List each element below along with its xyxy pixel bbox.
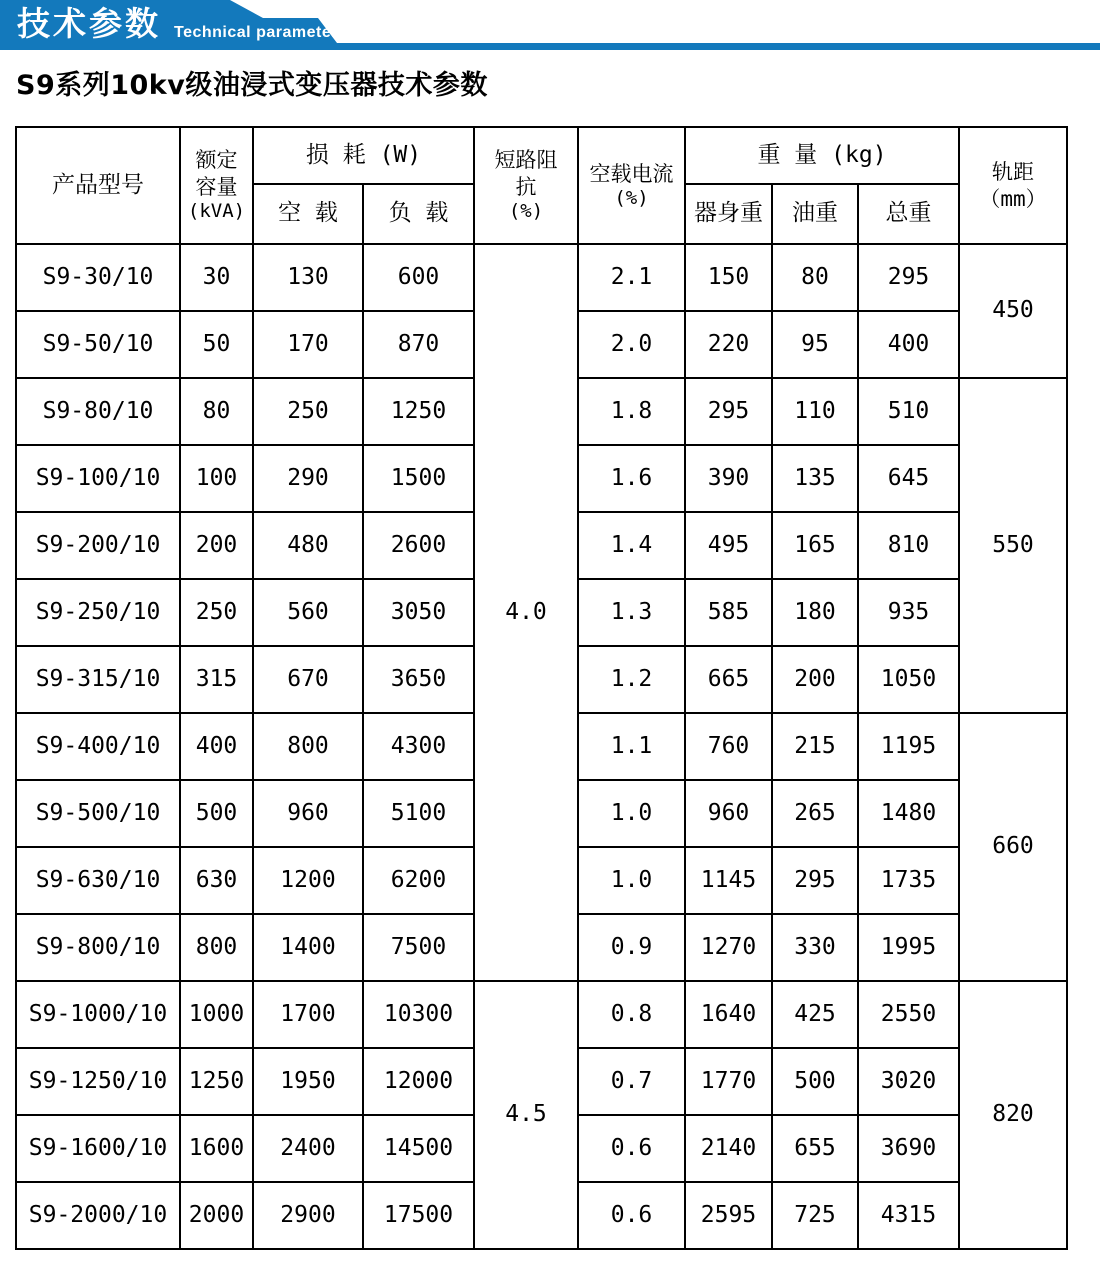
table-header-row-1 xyxy=(16,127,1067,184)
cell-no-load-loss: 560 xyxy=(253,579,363,646)
cell-total-weight: 1735 xyxy=(858,847,959,914)
header-rated-capacity-line: 额定 xyxy=(195,148,238,173)
cell-load-loss: 2600 xyxy=(363,512,474,579)
cell-no-load-current: 1.2 xyxy=(578,646,685,713)
cell-no-load-current: 1.6 xyxy=(578,445,685,512)
cell-oil-weight: 425 xyxy=(772,981,858,1048)
header-impedance xyxy=(474,127,578,244)
cell-oil-weight: 110 xyxy=(772,378,858,445)
header-product-model: 产品型号 xyxy=(16,127,180,244)
cell-no-load-loss: 1700 xyxy=(253,981,363,1048)
cell-oil-weight: 95 xyxy=(772,311,858,378)
cell-total-weight: 2550 xyxy=(858,981,959,1048)
cell-model: S9-1250/10 xyxy=(16,1048,180,1115)
banner xyxy=(0,0,1100,50)
cell-capacity: 100 xyxy=(180,445,253,512)
header-oil-weight: 油重 xyxy=(772,184,858,244)
cell-no-load-current: 0.6 xyxy=(578,1115,685,1182)
cell-no-load-current: 1.3 xyxy=(578,579,685,646)
cell-model: S9-800/10 xyxy=(16,914,180,981)
header-impedance-line: 短路阻 xyxy=(494,148,558,173)
cell-load-loss: 870 xyxy=(363,311,474,378)
cell-impedance: 4.5 xyxy=(474,981,578,1249)
header-gauge-line: 轨距 xyxy=(992,160,1034,185)
cell-no-load-loss: 2900 xyxy=(253,1182,363,1249)
cell-oil-weight: 215 xyxy=(772,713,858,780)
cell-body-weight: 1145 xyxy=(685,847,772,914)
cell-total-weight: 935 xyxy=(858,579,959,646)
cell-no-load-loss: 670 xyxy=(253,646,363,713)
cell-load-loss: 4300 xyxy=(363,713,474,780)
cell-total-weight: 400 xyxy=(858,311,959,378)
cell-no-load-current: 0.9 xyxy=(578,914,685,981)
cell-oil-weight: 330 xyxy=(772,914,858,981)
cell-body-weight: 1770 xyxy=(685,1048,772,1115)
cell-oil-weight: 180 xyxy=(772,579,858,646)
cell-model: S9-315/10 xyxy=(16,646,180,713)
banner-ribbon xyxy=(0,0,1100,50)
cell-body-weight: 665 xyxy=(685,646,772,713)
cell-body-weight: 390 xyxy=(685,445,772,512)
cell-no-load-loss: 130 xyxy=(253,244,363,311)
cell-capacity: 30 xyxy=(180,244,253,311)
header-gauge-unit: （mm） xyxy=(979,186,1047,211)
header-total-weight: 总重 xyxy=(858,184,959,244)
cell-oil-weight: 295 xyxy=(772,847,858,914)
cell-no-load-loss: 250 xyxy=(253,378,363,445)
cell-no-load-loss: 1200 xyxy=(253,847,363,914)
cell-no-load-loss: 1400 xyxy=(253,914,363,981)
cell-capacity: 800 xyxy=(180,914,253,981)
cell-no-load-loss: 960 xyxy=(253,780,363,847)
cell-model: S9-80/10 xyxy=(16,378,180,445)
table-row xyxy=(16,244,1067,311)
cell-capacity: 315 xyxy=(180,646,253,713)
cell-load-loss: 600 xyxy=(363,244,474,311)
cell-load-loss: 17500 xyxy=(363,1182,474,1249)
cell-total-weight: 295 xyxy=(858,244,959,311)
cell-no-load-current: 1.0 xyxy=(578,780,685,847)
cell-total-weight: 1050 xyxy=(858,646,959,713)
cell-body-weight: 585 xyxy=(685,579,772,646)
header-rated-capacity xyxy=(180,127,253,244)
cell-model: S9-250/10 xyxy=(16,579,180,646)
cell-body-weight: 1640 xyxy=(685,981,772,1048)
header-impedance-unit: (%) xyxy=(508,199,544,222)
header-on-load-loss: 负 载 xyxy=(363,184,474,244)
cell-capacity: 630 xyxy=(180,847,253,914)
cell-total-weight: 4315 xyxy=(858,1182,959,1249)
table-header xyxy=(16,127,1067,244)
cell-body-weight: 960 xyxy=(685,780,772,847)
banner-title-cn: 技术参数 xyxy=(17,4,161,43)
cell-oil-weight: 135 xyxy=(772,445,858,512)
header-no-load-current-unit: (%) xyxy=(614,186,649,209)
cell-model: S9-200/10 xyxy=(16,512,180,579)
cell-capacity: 250 xyxy=(180,579,253,646)
header-rated-capacity-unit: (kVA) xyxy=(187,199,246,222)
cell-model: S9-500/10 xyxy=(16,780,180,847)
cell-total-weight: 1995 xyxy=(858,914,959,981)
cell-oil-weight: 725 xyxy=(772,1182,858,1249)
cell-total-weight: 810 xyxy=(858,512,959,579)
cell-oil-weight: 265 xyxy=(772,780,858,847)
cell-no-load-loss: 1950 xyxy=(253,1048,363,1115)
cell-load-loss: 7500 xyxy=(363,914,474,981)
cell-capacity: 1000 xyxy=(180,981,253,1048)
cell-model: S9-630/10 xyxy=(16,847,180,914)
cell-total-weight: 510 xyxy=(858,378,959,445)
cell-body-weight: 2140 xyxy=(685,1115,772,1182)
cell-no-load-loss: 2400 xyxy=(253,1115,363,1182)
cell-load-loss: 1500 xyxy=(363,445,474,512)
cell-total-weight: 3690 xyxy=(858,1115,959,1182)
cell-no-load-current: 0.8 xyxy=(578,981,685,1048)
cell-body-weight: 495 xyxy=(685,512,772,579)
cell-total-weight: 645 xyxy=(858,445,959,512)
cell-body-weight: 2595 xyxy=(685,1182,772,1249)
cell-capacity: 400 xyxy=(180,713,253,780)
table-body xyxy=(16,244,1067,1249)
cell-no-load-current: 1.4 xyxy=(578,512,685,579)
table-row xyxy=(16,981,1067,1048)
cell-no-load-current: 0.6 xyxy=(578,1182,685,1249)
cell-load-loss: 3050 xyxy=(363,579,474,646)
cell-body-weight: 150 xyxy=(685,244,772,311)
cell-oil-weight: 165 xyxy=(772,512,858,579)
cell-oil-weight: 655 xyxy=(772,1115,858,1182)
cell-model: S9-400/10 xyxy=(16,713,180,780)
cell-capacity: 1600 xyxy=(180,1115,253,1182)
cell-capacity: 80 xyxy=(180,378,253,445)
cell-oil-weight: 500 xyxy=(772,1048,858,1115)
header-impedance-line: 抗 xyxy=(515,174,537,199)
cell-load-loss: 1250 xyxy=(363,378,474,445)
cell-no-load-current: 1.0 xyxy=(578,847,685,914)
cell-oil-weight: 80 xyxy=(772,244,858,311)
header-body-weight: 器身重 xyxy=(685,184,772,244)
cell-capacity: 200 xyxy=(180,512,253,579)
cell-total-weight: 1195 xyxy=(858,713,959,780)
cell-no-load-current: 2.1 xyxy=(578,244,685,311)
cell-gauge: 660 xyxy=(959,713,1067,981)
cell-model: S9-1000/10 xyxy=(16,981,180,1048)
cell-load-loss: 5100 xyxy=(363,780,474,847)
cell-model: S9-50/10 xyxy=(16,311,180,378)
cell-capacity: 2000 xyxy=(180,1182,253,1249)
header-no-load-current xyxy=(578,127,685,244)
header-rated-capacity-line: 容量 xyxy=(195,174,238,199)
cell-load-loss: 14500 xyxy=(363,1115,474,1182)
banner-title-en: Technical parameter xyxy=(174,24,338,41)
header-loss-group: 损 耗 (W) xyxy=(253,127,474,184)
cell-capacity: 1250 xyxy=(180,1048,253,1115)
header-no-load-current-line: 空载电流 xyxy=(589,161,674,186)
cell-no-load-current: 1.8 xyxy=(578,378,685,445)
cell-capacity: 500 xyxy=(180,780,253,847)
cell-model: S9-1600/10 xyxy=(16,1115,180,1182)
header-no-load-loss: 空 载 xyxy=(253,184,363,244)
cell-body-weight: 1270 xyxy=(685,914,772,981)
cell-no-load-current: 0.7 xyxy=(578,1048,685,1115)
header-weight-group: 重 量 (kg) xyxy=(685,127,959,184)
cell-body-weight: 760 xyxy=(685,713,772,780)
cell-gauge: 820 xyxy=(959,981,1067,1249)
cell-gauge: 550 xyxy=(959,378,1067,713)
page-title: S9系列10kv级油浸式变压器技术参数 xyxy=(16,70,488,101)
cell-no-load-loss: 800 xyxy=(253,713,363,780)
cell-oil-weight: 200 xyxy=(772,646,858,713)
cell-impedance: 4.0 xyxy=(474,244,578,981)
cell-model: S9-2000/10 xyxy=(16,1182,180,1249)
cell-body-weight: 295 xyxy=(685,378,772,445)
parameters-table xyxy=(15,126,1068,1250)
cell-load-loss: 3650 xyxy=(363,646,474,713)
cell-model: S9-30/10 xyxy=(16,244,180,311)
cell-load-loss: 10300 xyxy=(363,981,474,1048)
cell-model: S9-100/10 xyxy=(16,445,180,512)
cell-total-weight: 3020 xyxy=(858,1048,959,1115)
banner-ribbon-shape xyxy=(0,0,1100,50)
cell-body-weight: 220 xyxy=(685,311,772,378)
cell-load-loss: 12000 xyxy=(363,1048,474,1115)
cell-gauge: 450 xyxy=(959,244,1067,378)
cell-total-weight: 1480 xyxy=(858,780,959,847)
cell-no-load-current: 2.0 xyxy=(578,311,685,378)
cell-no-load-current: 1.1 xyxy=(578,713,685,780)
cell-no-load-loss: 290 xyxy=(253,445,363,512)
cell-capacity: 50 xyxy=(180,311,253,378)
cell-no-load-loss: 170 xyxy=(253,311,363,378)
cell-no-load-loss: 480 xyxy=(253,512,363,579)
cell-load-loss: 6200 xyxy=(363,847,474,914)
header-gauge xyxy=(959,127,1067,244)
